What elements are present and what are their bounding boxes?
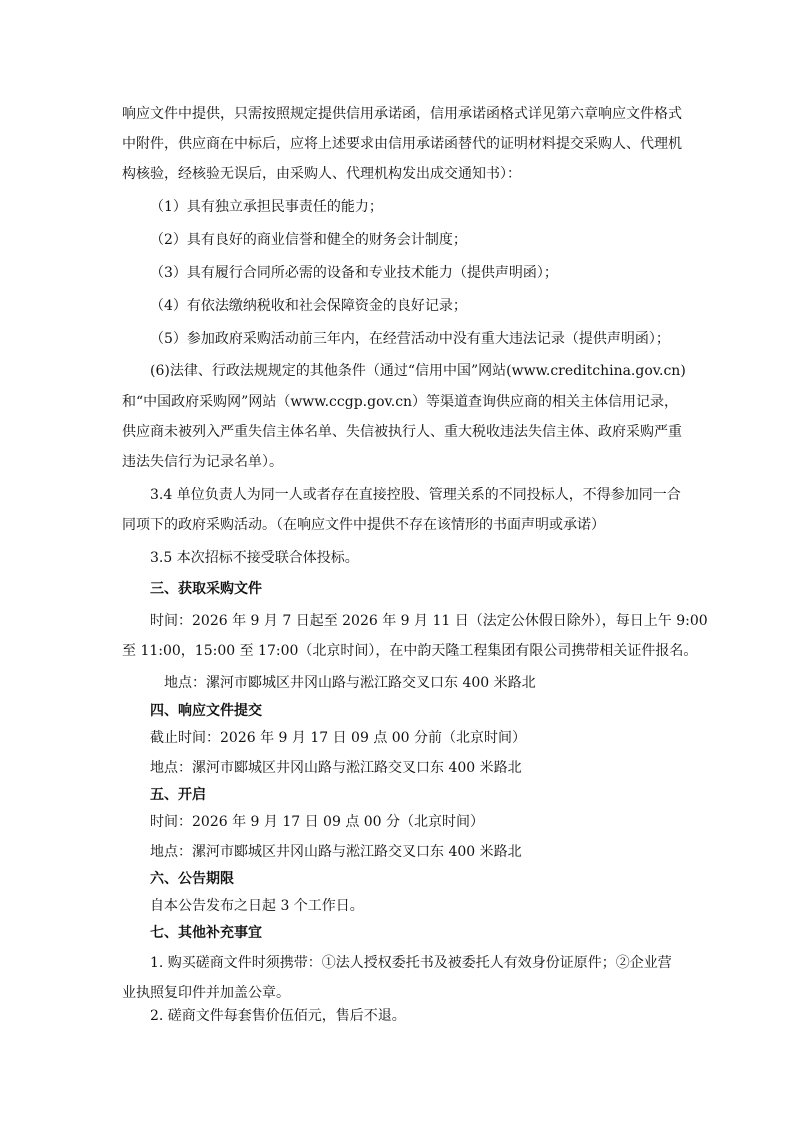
- qualification-item-6: (6)法律、行政法规规定的其他条件（通过“信用中国”网站(www.creditchina.gov.cn): [150, 363, 686, 379]
- section-heading-obtain-documents: 三、获取采购文件: [150, 581, 262, 597]
- section-heading-notice-period: 六、公告期限: [150, 871, 234, 887]
- body-text-line: 中附件，供应商在中标后，应将上述要求由信用承诺函替代的证明材料提交采购人、代理机: [122, 136, 682, 152]
- qualification-item-4: （4）有依法缴纳税收和社会保障资金的良好记录；: [150, 298, 467, 314]
- body-text-line: 违法失信行为记录名单）。: [122, 454, 283, 470]
- obtain-location: 地点：漯河市郾城区井冈山路与淞江路交叉口东 400 米路北: [164, 675, 536, 691]
- other-matter-2: 2. 磋商文件每套售价伍佰元，售后不退。: [150, 1008, 406, 1024]
- submission-deadline: 截止时间：2026 年 9 月 17 日 09 点 00 分前（北京时间）: [150, 730, 527, 746]
- clause-3-4: 3.4 单位负责人为同一人或者存在直接控股、管理关系的不同投标人，不得参加同一合: [150, 487, 681, 503]
- qualification-item-2: （2）具有良好的商业信誉和健全的财务会计制度；: [150, 232, 467, 248]
- notice-period: 自本公告发布之日起 3 个工作日。: [150, 898, 364, 914]
- submission-location: 地点：漯河市郾城区井冈山路与淞江路交叉口东 400 米路北: [150, 760, 522, 776]
- qualification-item-3: （3）具有履行合同所必需的设备和专业技术能力（提供声明函）；: [150, 265, 558, 281]
- clause-3-5: 3.5 本次招标不接受联合体投标。: [150, 550, 359, 566]
- body-text-line: 响应文件中提供，只需按照规定提供信用承诺函，信用承诺函格式详见第六章响应文件格式: [122, 106, 682, 122]
- section-heading-other-matters: 七、其他补充事宜: [150, 925, 262, 941]
- opening-time: 时间：2026 年 9 月 17 日 09 点 00 分（北京时间）: [150, 814, 485, 830]
- body-text-line: 构核验，经核验无误后，由采购人、代理机构发出成交通知书）：: [122, 166, 521, 182]
- other-matter-1: 1. 购买磋商文件时须携带：①法人授权委托书及被委托人有效身份证原件；②企业营: [150, 955, 672, 971]
- body-text-line: 至 11:00，15:00 至 17:00（北京时间），在中韵天隆工程集团有限公司携带相关证件报名。: [122, 643, 698, 659]
- qualification-item-5: （5）参加政府采购活动前三年内，在经营活动中没有重大违法记录（提供声明函）；: [150, 331, 670, 347]
- body-text-line: 业执照复印件并加盖公章。: [122, 985, 290, 1001]
- qualification-item-1: （1）具有独立承担民事责任的能力；: [150, 199, 383, 215]
- body-text-line: 和“中国政府采购网”网站（www.ccgp.gov.cn）等渠道查询供应商的相关主体信用记录，: [122, 394, 679, 410]
- section-heading-submission: 四、响应文件提交: [150, 703, 262, 719]
- opening-location: 地点：漯河市郾城区井冈山路与淞江路交叉口东 400 米路北: [150, 844, 522, 860]
- body-text-line: 供应商未被列入严重失信主体名单、失信被执行人、重大税收违法失信主体、政府采购严重: [122, 424, 682, 440]
- section-heading-opening: 五、开启: [150, 787, 206, 803]
- body-text-line: 同项下的政府采购活动。（在响应文件中提供不存在该情形的书面声明或承诺）: [122, 517, 605, 533]
- obtain-time: 时间：2026 年 9 月 7 日起至 2026 年 9 月 11 日（法定公休假日除外），每日上午 9:00: [150, 613, 708, 629]
